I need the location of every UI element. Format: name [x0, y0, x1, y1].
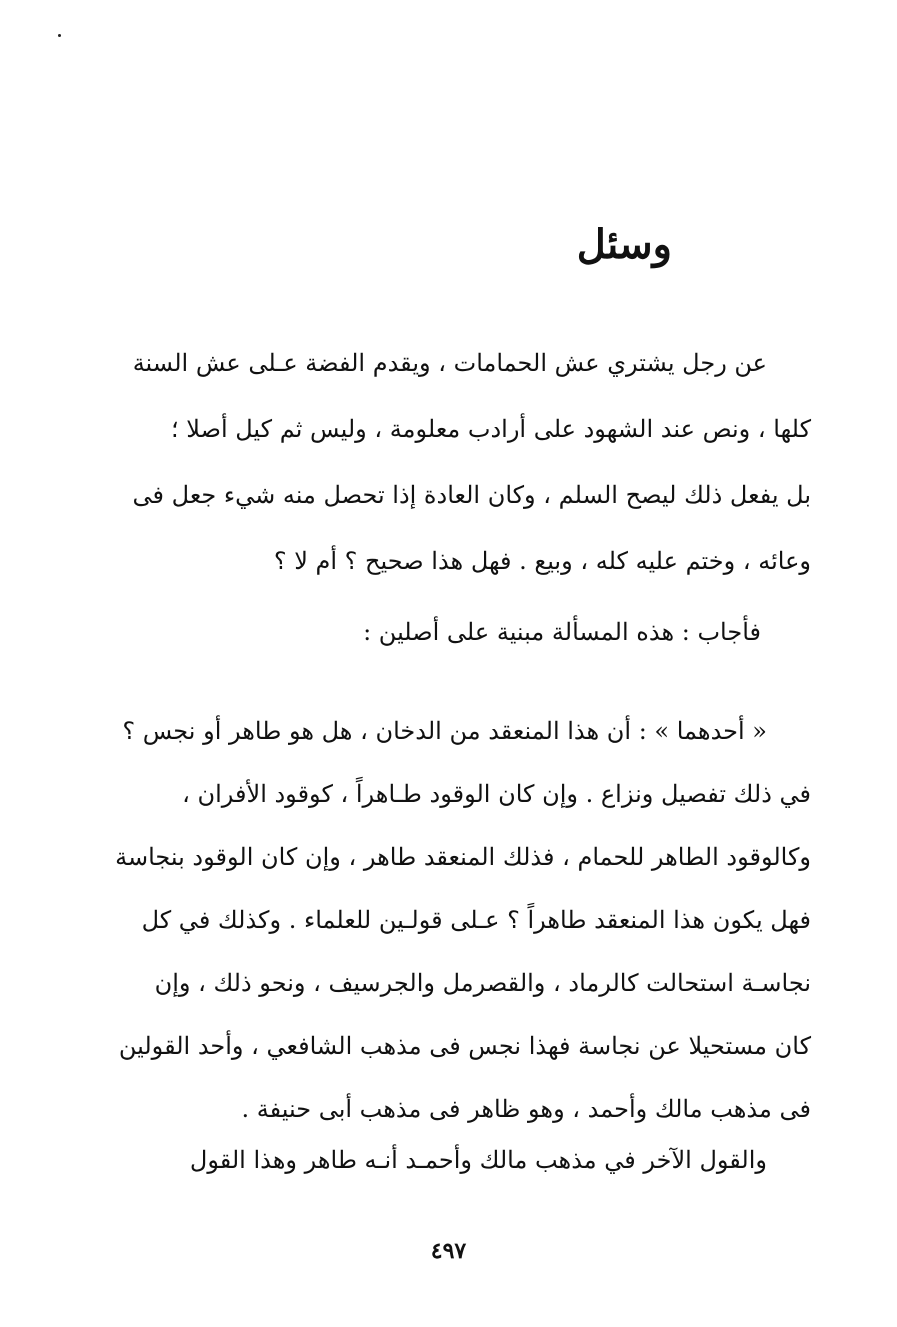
paragraph-line: « أحدهما » : أن هذا المنعقد من الدخان ، هل هو طاهر أو نجس ؟: [122, 717, 767, 745]
page-number: ٤٩٧: [430, 1238, 467, 1264]
paragraph-line: كان مستحيلا عن نجاسة فهذا نجس فى مذهب الشافعي ، وأحد القولين: [118, 1032, 811, 1060]
paragraph-line: فهل يكون هذا المنعقد طاهراً ؟ عـلى قولـين للعلماء . وكذلك في كل: [141, 906, 811, 934]
paragraph-line: والقول الآخر في مذهب مالك وأحمـد أنـه طاهر وهذا القول: [189, 1146, 767, 1174]
question-line: بل يفعل ذلك ليصح السلم ، وكان العادة إذا تحصل منه شيء جعل فى: [132, 481, 811, 509]
answer-intro: فأجاب : هذه المسألة مبنية على أصلين :: [363, 618, 761, 646]
first-principle-paragraph: [96, 700, 811, 1141]
paragraph-line: فى مذهب مالك وأحمد ، وهو ظاهر فى مذهب أبى حنيفة .: [241, 1095, 811, 1123]
section-heading: وسئل: [576, 221, 672, 268]
question-line: عن رجل يشتري عش الحمامات ، ويقدم الفضة عـلى عش السنة: [132, 349, 767, 377]
question-paragraph: [96, 330, 811, 594]
paragraph-line: وكالوقود الطاهر للحمام ، فذلك المنعقد طاهر ، وإن كان الوقود بنجاسة: [115, 843, 811, 871]
paragraph-line: نجاسـة استحالت كالرماد ، والقصرمل والجرسيف ، ونحو ذلك ، وإن: [154, 969, 811, 997]
question-line: وعائه ، وختم عليه كله ، وبيع . فهل هذا صحيح ؟ أم لا ؟: [273, 547, 811, 575]
paragraph-line: في ذلك تفصيل ونزاع . وإن كان الوقود طـاهراً ، كوقود الأفران ،: [182, 780, 811, 808]
scan-speck: [58, 34, 61, 37]
question-line: كلها ، ونص عند الشهود على أرادب معلومة ، وليس ثم كيل أصلا ؛: [171, 415, 811, 443]
